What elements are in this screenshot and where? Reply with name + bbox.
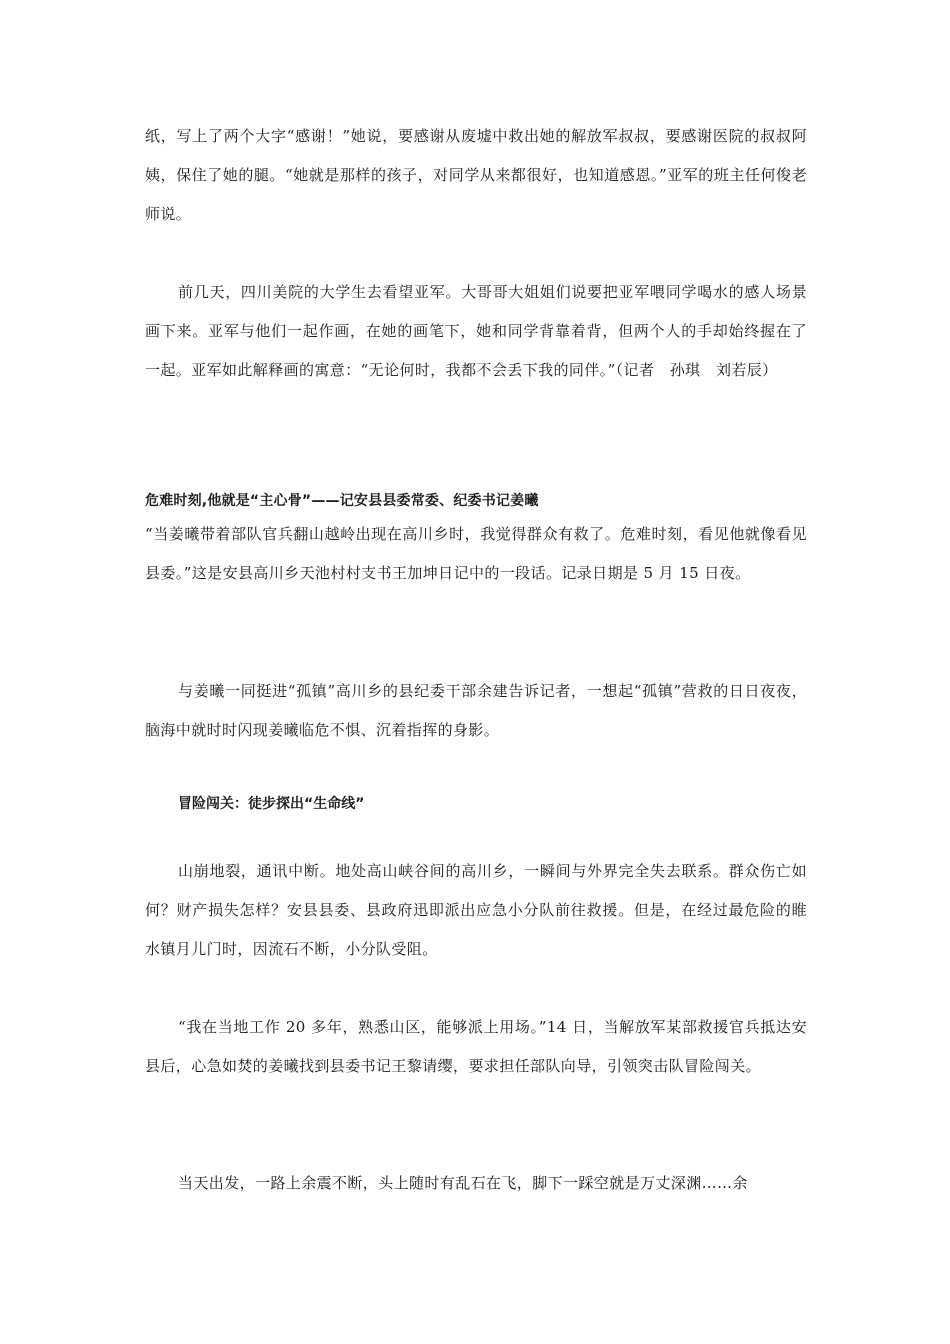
paragraph-volunteer-guide: “我在当地工作 20 多年，熟悉山区，能够派上用场。”14 日，当解放军某部救援官兵抵达安县后，心急如焚的姜曦找到县委书记王黎请缨，要求担任部队向导，引领突击队冒险闯关。 bbox=[145, 1018, 807, 1075]
paragraph-art-students: 前几天，四川美院的大学生去看望亚军。大哥哥大姐姐们说要把亚军喂同学喝水的感人场景画下来。亚军与他们一起作画，在她的画笔下，她和同学背靠着背，但两个人的手却始终握在了一起。亚军如此解释画的寓意：“无论何时，我都不会丢下我的同伴。”（记者 孙琪 刘若辰） bbox=[145, 283, 807, 379]
paragraph-earthquake: 山崩地裂，通讯中断。地处高山峡谷间的高川乡，一瞬间与外界完全失去联系。群众伤亡如何？财产损失怎样？安县县委、县政府迅即派出应急小分队前往救援。但是，在经过最危险的睢水镇月儿门时，因流石不断，小分队受阻。 bbox=[145, 862, 807, 958]
section-subheading: 冒险闯关：徒步探出“生命线” bbox=[178, 796, 365, 812]
paragraph-diary-quote: “当姜曦带着部队官兵翻山越岭出现在高川乡时，我觉得群众有救了。危难时刻，看见他就像看见县委。”这是安县高川乡天池村村支书王加坤日记中的一段话。记录日期是 5 月 15 日夜。 bbox=[145, 525, 807, 582]
paragraph-thanks: 纸，写上了两个大字“感谢！”她说，要感谢从废墟中救出她的解放军叔叔，要感谢医院的叔叔阿姨，保住了她的腿。“她就是那样的孩子，对同学从来都很好，也知道感恩。”亚军的班主任何俊老师说。 bbox=[145, 127, 807, 223]
paragraph-yu-jian: 与姜曦一同挺进“孤镇”高川乡的县纪委干部余建告诉记者，一想起“孤镇”营救的日日夜夜，脑海中就时时闪现姜曦临危不惧、沉着指挥的身影。 bbox=[145, 682, 807, 739]
paragraph-departure: 当天出发，一路上余震不断，头上随时有乱石在飞，脚下一踩空就是万丈深渊……余 bbox=[178, 1174, 748, 1192]
article-heading: 危难时刻,他就是“主心骨”——记安县县委常委、纪委书记姜曦 bbox=[145, 493, 539, 509]
